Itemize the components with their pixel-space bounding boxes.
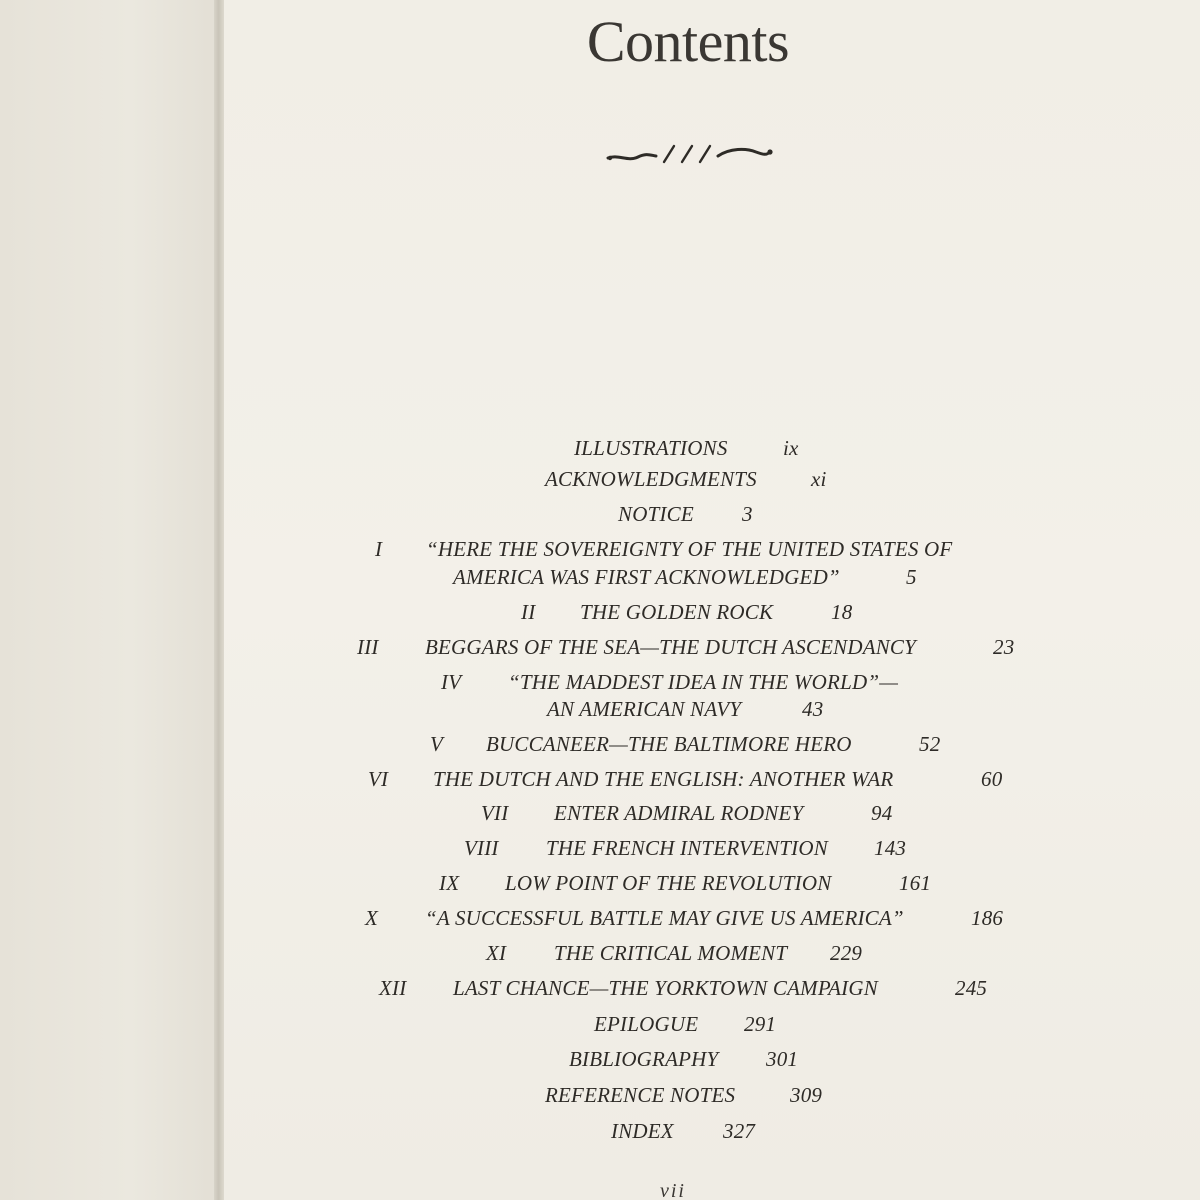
page-number: 301 [766, 1047, 799, 1071]
toc-entry-chapter-6 [0, 767, 1200, 801]
page-number: 18 [831, 600, 853, 624]
entry-title: AN AMERICAN NAVY [547, 697, 742, 721]
entry-title: ILLUSTRATIONS [574, 436, 728, 460]
toc-entry-chapter-2 [0, 600, 1200, 634]
page-number: 143 [874, 836, 907, 860]
page-number: 245 [955, 976, 988, 1000]
entry-title: THE FRENCH INTERVENTION [546, 836, 828, 860]
page-number: 161 [899, 871, 932, 895]
chapter-numeral: II [521, 600, 536, 624]
entry-title: “A SUCCESSFUL BATTLE MAY GIVE US AMERICA” [425, 906, 904, 930]
page-number: 186 [971, 906, 1004, 930]
toc-entry-chapter-3 [0, 635, 1200, 669]
toc-entry-index [0, 1119, 1200, 1153]
toc-entry-chapter-1-continued [0, 565, 1200, 599]
entry-title: THE CRITICAL MOMENT [554, 941, 788, 965]
toc-entry-chapter-11 [0, 941, 1200, 975]
toc-entry-chapter-5 [0, 732, 1200, 766]
toc-entry-chapter-4-continued [0, 697, 1200, 731]
chapter-numeral: XI [486, 941, 507, 965]
page-number: 309 [790, 1083, 823, 1107]
chapter-numeral: III [357, 635, 379, 659]
page-number: 52 [919, 732, 941, 756]
page-number: 229 [830, 941, 863, 965]
toc-entry-chapter-10 [0, 906, 1200, 940]
chapter-numeral: XII [379, 976, 407, 1000]
entry-title: REFERENCE NOTES [545, 1083, 736, 1107]
chapter-numeral: VI [368, 767, 389, 791]
page-number: 60 [981, 767, 1003, 791]
toc-entry-epilogue [0, 1012, 1200, 1046]
entry-title: EPILOGUE [594, 1012, 699, 1036]
entry-title: LOW POINT OF THE REVOLUTION [505, 871, 832, 895]
entry-title: AMERICA WAS FIRST ACKNOWLEDGED” [453, 565, 840, 589]
page-number: ix [783, 436, 799, 460]
page-title: Contents [586, 9, 790, 74]
toc-entry-reference-notes [0, 1083, 1200, 1117]
entry-title: LAST CHANCE—THE YORKTOWN CAMPAIGN [453, 976, 878, 1000]
page-number: 327 [723, 1119, 756, 1143]
entry-title: BEGGARS OF THE SEA—THE DUTCH ASCENDANCY [425, 635, 917, 659]
flourish-ornament-icon [606, 140, 774, 170]
page-number: xi [811, 467, 827, 491]
entry-title: ENTER ADMIRAL RODNEY [554, 801, 804, 825]
chapter-numeral: I [375, 537, 383, 561]
chapter-numeral: VII [481, 801, 509, 825]
entry-title: “HERE THE SOVEREIGNTY OF THE UNITED STATES OF [426, 537, 953, 561]
toc-entry-chapter-12 [0, 976, 1200, 1010]
entry-title: INDEX [611, 1119, 674, 1143]
entry-title: THE DUTCH AND THE ENGLISH: ANOTHER WAR [433, 767, 894, 791]
entry-title: THE GOLDEN ROCK [580, 600, 774, 624]
page-number: 23 [993, 635, 1015, 659]
page-number: 291 [744, 1012, 777, 1036]
entry-title: ACKNOWLEDGMENTS [545, 467, 757, 491]
page-number: 3 [742, 502, 753, 526]
chapter-numeral: IX [439, 871, 460, 895]
chapter-numeral: IV [441, 670, 462, 694]
toc-entry-illustrations [0, 436, 1200, 470]
page-number: 5 [906, 565, 917, 589]
entry-title: BIBLIOGRAPHY [569, 1047, 719, 1071]
chapter-numeral: X [365, 906, 379, 930]
page-number: 94 [871, 801, 893, 825]
page-folio: vii [660, 1180, 686, 1200]
entry-title: NOTICE [618, 502, 694, 526]
chapter-numeral: VIII [464, 836, 499, 860]
page-number: 43 [802, 697, 824, 721]
toc-entry-chapter-7 [0, 801, 1200, 835]
toc-entry-notice [0, 502, 1200, 536]
toc-entry-chapter-9 [0, 871, 1200, 905]
toc-entry-bibliography [0, 1047, 1200, 1081]
toc-entry-chapter-8 [0, 836, 1200, 870]
chapter-numeral: V [430, 732, 444, 756]
entry-title: “THE MADDEST IDEA IN THE WORLD”— [508, 670, 899, 694]
entry-title: BUCCANEER—THE BALTIMORE HERO [486, 732, 852, 756]
toc-entry-acknowledgments [0, 467, 1200, 501]
